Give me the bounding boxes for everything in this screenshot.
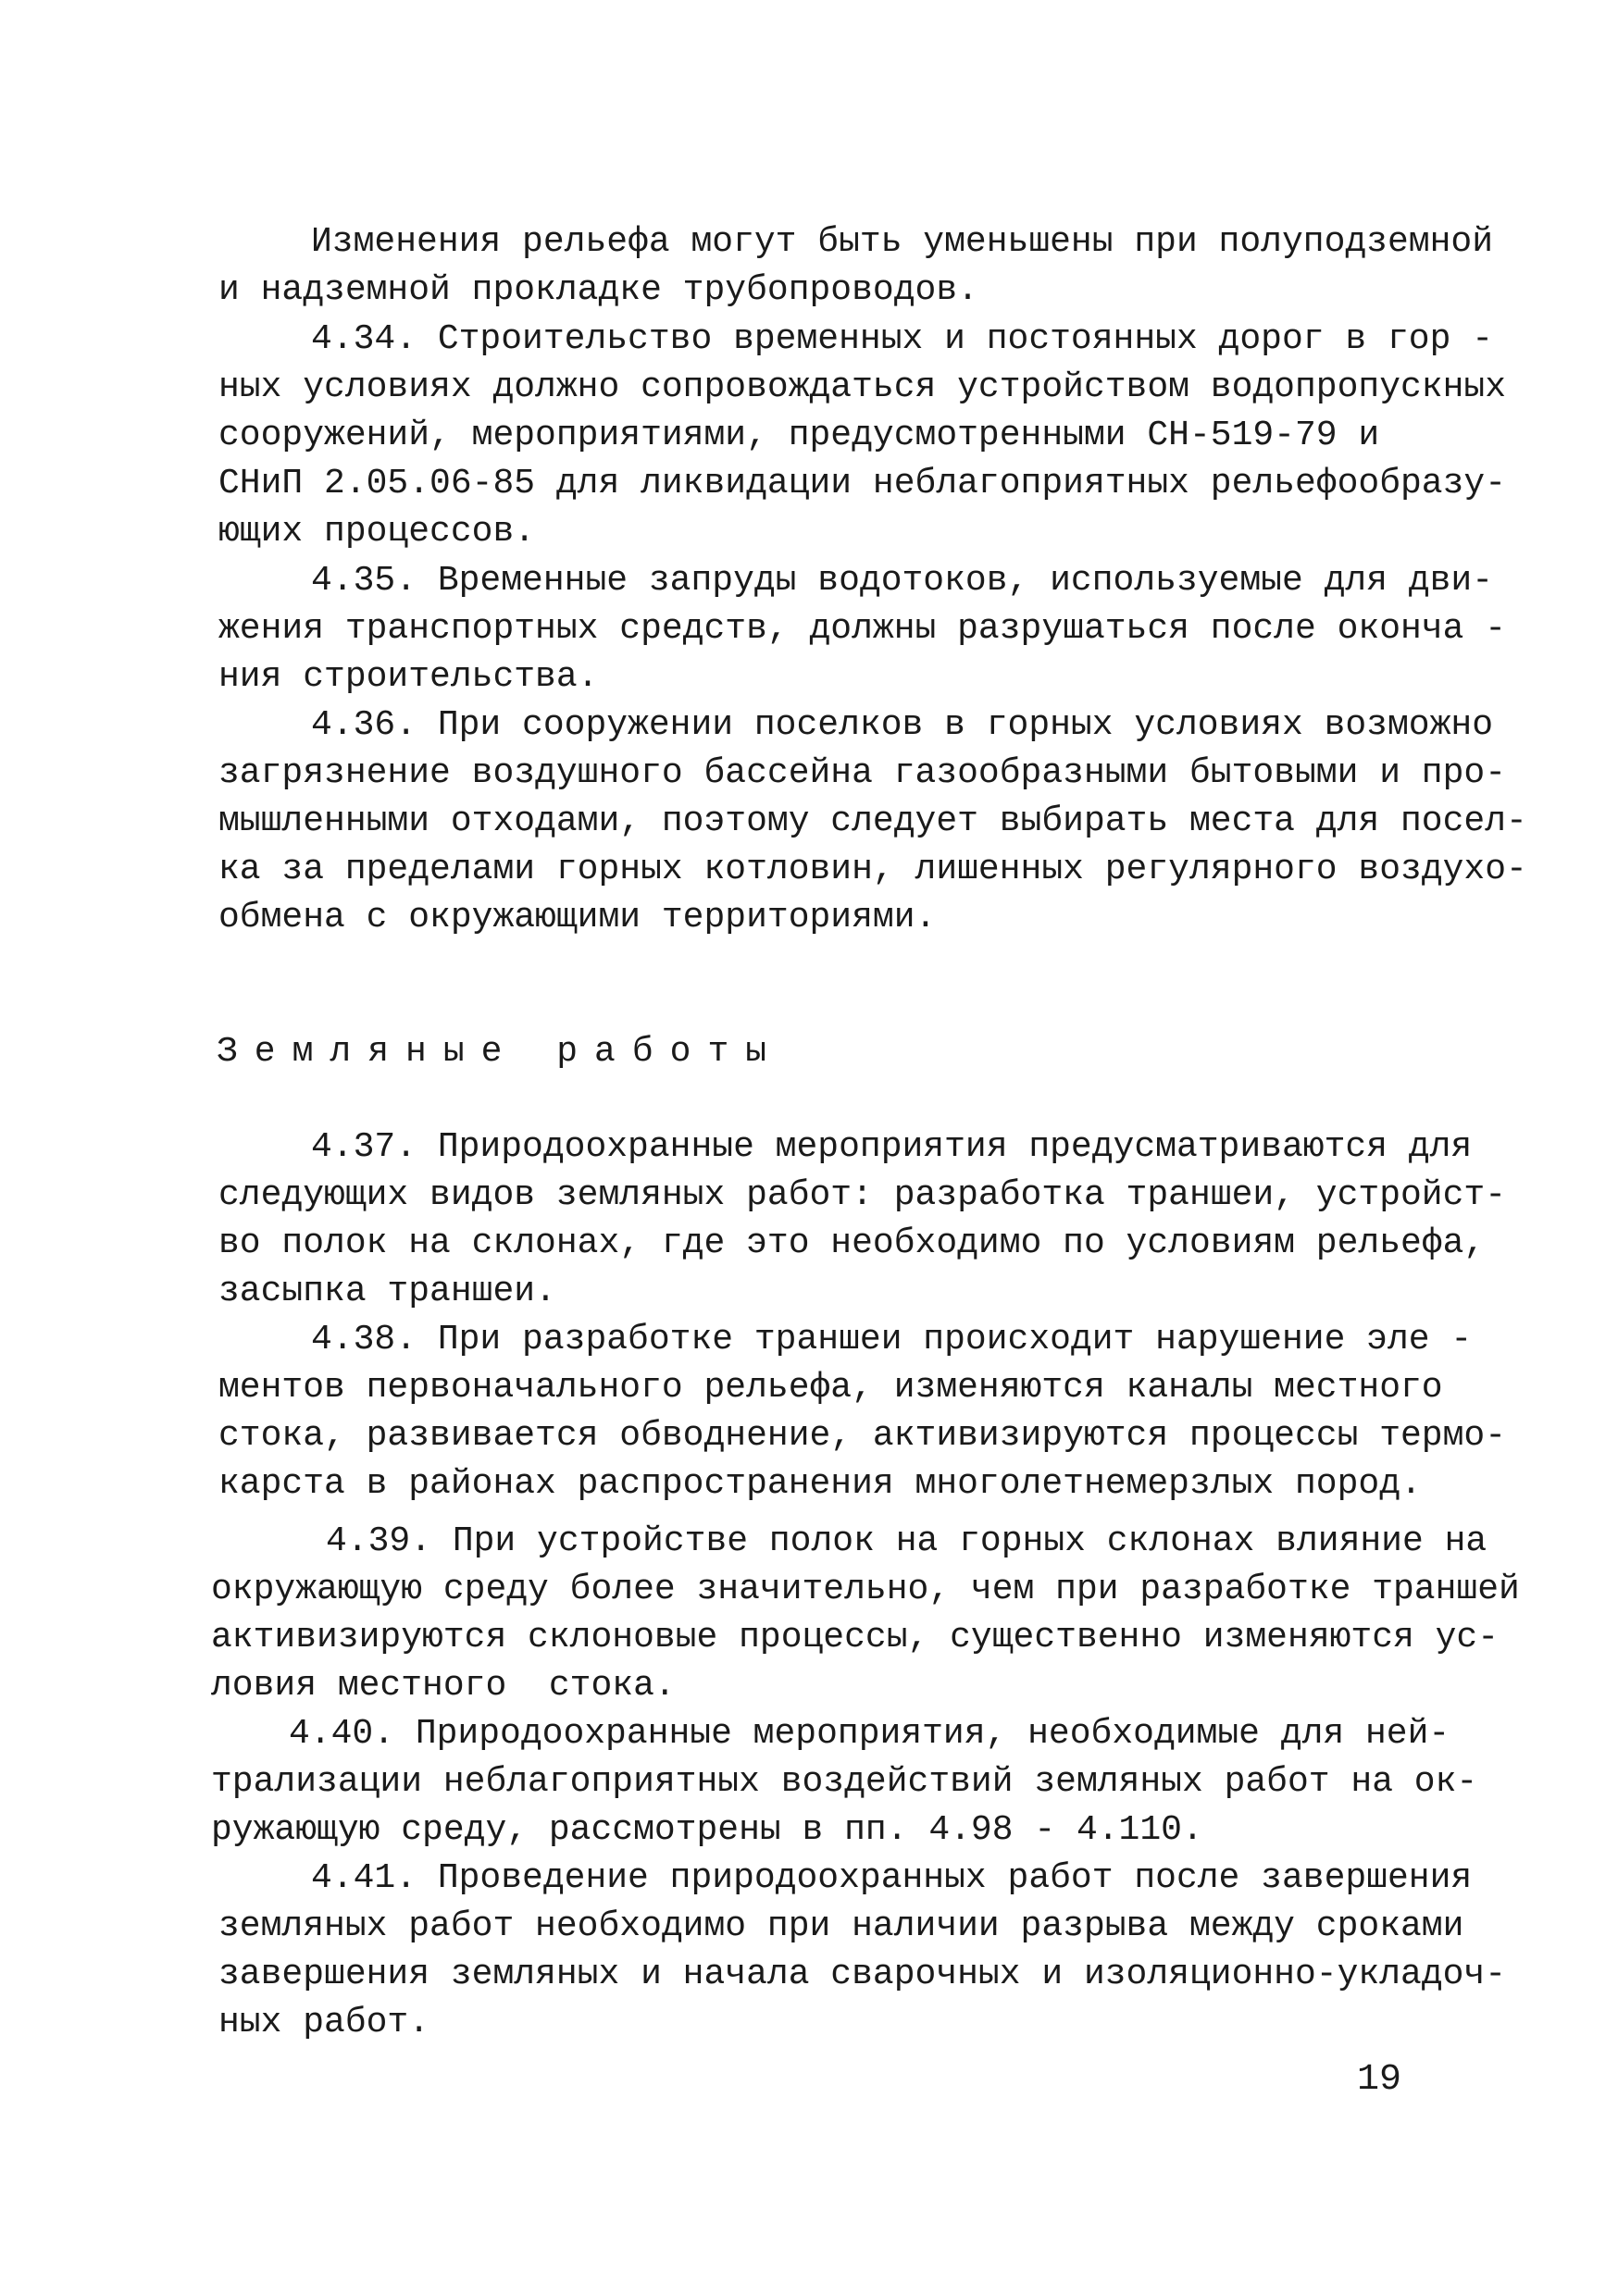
text-line: стока, развивается обводнение, активизируются процессы термо- [218,1416,1507,1456]
text-line: 4.34. Строительство временных и постоянных дорог в гор - [311,319,1494,359]
text-line: ющих процессов. [218,512,536,552]
text-line: сооружений, мероприятиями, предусмотренными СН-519-79 и [218,416,1380,455]
text-line: ружающую среду, рассмотрены в пп. 4.98 - 4.110. [211,1810,1203,1850]
text-line: 4.40. Природоохранные мероприятия, необходимые для ней- [289,1714,1450,1754]
text-line: 4.39. При устройстве полок на горных склонах влияние на [326,1521,1487,1561]
text-line: мышленными отходами, поэтому следует выбирать места для посел- [218,801,1527,841]
text-line: трализации неблагоприятных воздействий земляных работ на ок- [211,1762,1478,1802]
text-line: обмена с окружающими территориями. [218,898,937,937]
text-line: окружающую среду более значительно, чем при разработке траншей [211,1570,1520,1609]
text-line: во полок на склонах, где это необходимо по условиям рельефа, [218,1223,1486,1263]
section-heading: Земляные работы [217,1032,784,1072]
text-line: 4.38. При разработке траншеи происходит нарушение эле - [311,1320,1473,1359]
text-line: засыпка траншеи. [218,1272,556,1311]
text-line: 4.41. Проведение природоохранных работ после завершения [311,1858,1473,1898]
text-line: ловия местного стока. [211,1666,676,1706]
text-line: ных работ. [218,2003,430,2042]
text-line: активизируются склоновые процессы, существенно изменяются ус- [211,1618,1500,1657]
text-line: ка за пределами горных котловин, лишенных регулярного воздухо- [218,850,1527,889]
text-line: завершения земляных и начала сварочных и изоляционно-укладоч- [218,1955,1507,1994]
text-line: 4.37. Природоохранные мероприятия предусматриваются для [311,1127,1473,1167]
text-line: 4.36. При сооружении поселков в горных условиях возможно [311,705,1494,745]
text-line: карста в районах распространения многолетнемерзлых пород. [218,1464,1422,1504]
text-line: следующих видов земляных работ: разработка траншеи, устройст- [218,1175,1507,1215]
text-line: загрязнение воздушного бассейна газообразными бытовыми и про- [218,753,1507,793]
text-line: 4.35. Временные запруды водотоков, используемые для дви- [311,561,1494,601]
text-line: ния строительства. [218,657,599,697]
text-line: ментов первоначального рельефа, изменяются каналы местного [218,1368,1443,1408]
text-line: Изменения рельефа могут быть уменьшены при полуподземной [311,222,1494,262]
page-number: 19 [1357,2059,1402,2101]
text-line: и надземной прокладке трубопроводов. [218,270,978,310]
text-line: ных условиях должно сопровождаться устройством водопропускных [218,367,1507,407]
text-line: жения транспортных средств, должны разрушаться после оконча - [218,609,1507,649]
text-line: СНиП 2.05.06-85 для ликвидации неблагоприятных рельефообразу- [218,464,1507,503]
text-line: земляных работ необходимо при наличии разрыва между сроками [218,1906,1464,1946]
